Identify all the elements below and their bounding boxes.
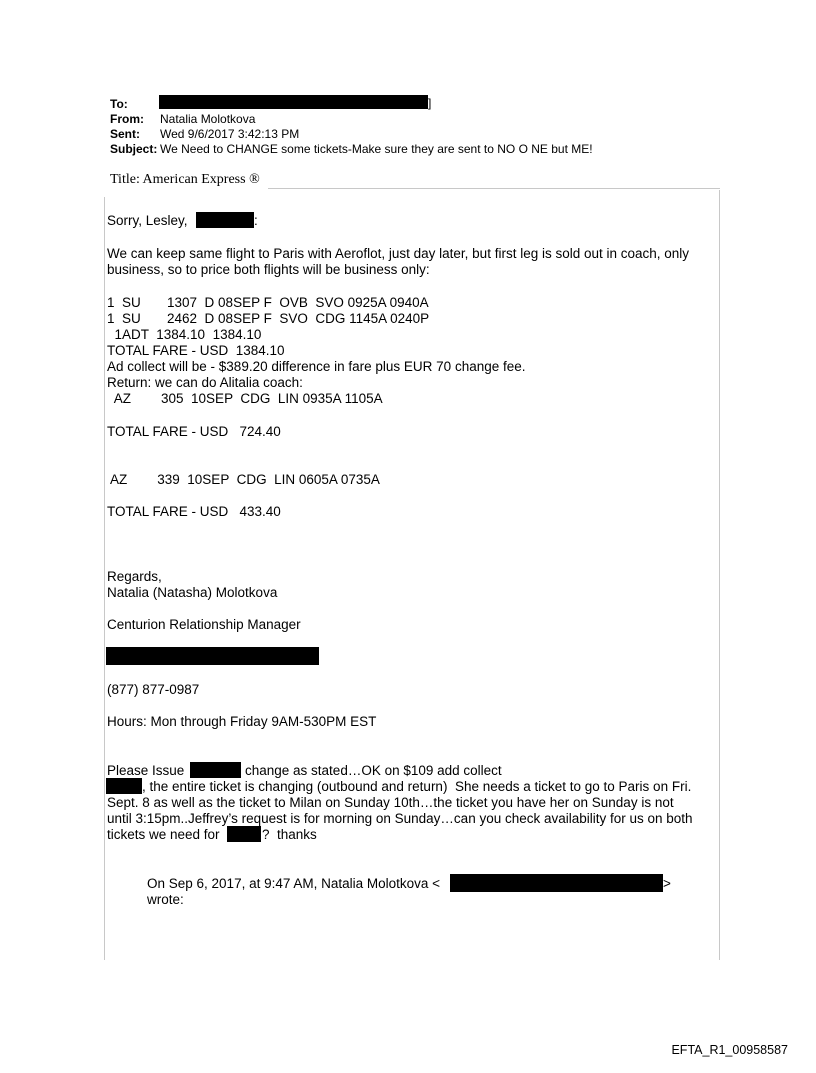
adt-line: 1ADT 1384.10 1384.10: [107, 327, 262, 342]
subject-value: We Need to CHANGE some tickets-Make sure they are sent to NO O NE but ME!: [160, 142, 593, 156]
title-line: Title: American Express ®: [110, 172, 260, 187]
return-line: Return: we can do Alitalia coach:: [107, 375, 303, 390]
reply-line-5-post: ? thanks: [262, 827, 317, 842]
to-label: To:: [110, 97, 128, 111]
body-box-right-border: [719, 190, 720, 960]
redaction-to: [159, 95, 428, 109]
flight-line-2: 1 SU 2462 D 08SEP F SVO CDG 1145A 0240P: [107, 311, 430, 326]
total-fare-2: TOTAL FARE - USD 724.40: [107, 424, 281, 439]
para1-line2: business, so to price both flights will be business only:: [107, 262, 430, 277]
redaction-greeting: [196, 212, 254, 228]
ad-collect-line: Ad collect will be - $389.20 difference in fare plus EUR 70 change fee.: [107, 359, 526, 374]
quote-wrote: wrote:: [147, 892, 184, 907]
signature-title: Centurion Relationship Manager: [107, 617, 301, 632]
reply-line-2: , the entire ticket is changing (outbound and return) She needs a ticket to go to Paris on Fri.: [142, 779, 692, 794]
quote-line-post: >: [663, 876, 671, 891]
redaction-name-line5: [227, 826, 261, 842]
phone: (877) 877-0987: [107, 682, 200, 697]
reply-line-5-pre: tickets we need for: [107, 827, 220, 842]
greeting-post: :: [254, 213, 258, 228]
issue-line-pre: Please Issue: [107, 763, 185, 778]
reply-line-4: until 3:15pm..Jeffrey’s request is for morning on Sunday…can you check availability for us on both: [107, 811, 693, 826]
from-value: Natalia Molotkova: [160, 112, 256, 126]
from-label: From:: [110, 112, 144, 126]
total-fare-1: TOTAL FARE - USD 1384.10: [107, 343, 285, 358]
total-fare-3: TOTAL FARE - USD 433.40: [107, 504, 281, 519]
redaction-name-line2: [106, 778, 142, 794]
quote-line-pre: On Sep 6, 2017, at 9:47 AM, Natalia Molotkova <: [147, 876, 441, 891]
para1-line1: We can keep same flight to Paris with Aeroflot, just day later, but first leg is sold out in coach, only: [107, 246, 690, 261]
regards: Regards,: [107, 569, 162, 584]
signature-name: Natalia (Natasha) Molotkova: [107, 585, 278, 600]
to-bracket: ]: [428, 96, 432, 110]
sent-value: Wed 9/6/2017 3:42:13 PM: [160, 127, 300, 141]
body-box-left-border: [104, 197, 105, 960]
document-id-footer: EFTA_R1_00958587: [671, 1043, 788, 1057]
greeting-pre: Sorry, Lesley,: [107, 213, 188, 228]
reply-line-3: Sept. 8 as well as the ticket to Milan on Sunday 10th…the ticket you have her on Sunday is not: [107, 795, 674, 810]
redaction-signature: [106, 647, 319, 665]
hours: Hours: Mon through Friday 9AM-530PM EST: [107, 714, 377, 729]
flight-line-1: 1 SU 1307 D 08SEP F OVB SVO 0925A 0940A: [107, 295, 429, 310]
title-rule: [268, 188, 720, 189]
issue-line-post: change as stated…OK on $109 add collect: [245, 763, 502, 778]
redaction-issue: [190, 762, 241, 778]
redaction-email-address: [450, 874, 663, 892]
az-flight-2: AZ 339 10SEP CDG LIN 0605A 0735A: [107, 472, 380, 487]
sent-label: Sent:: [110, 127, 140, 141]
subject-label: Subject:: [110, 142, 158, 156]
az-flight-1: AZ 305 10SEP CDG LIN 0935A 1105A: [107, 391, 383, 406]
